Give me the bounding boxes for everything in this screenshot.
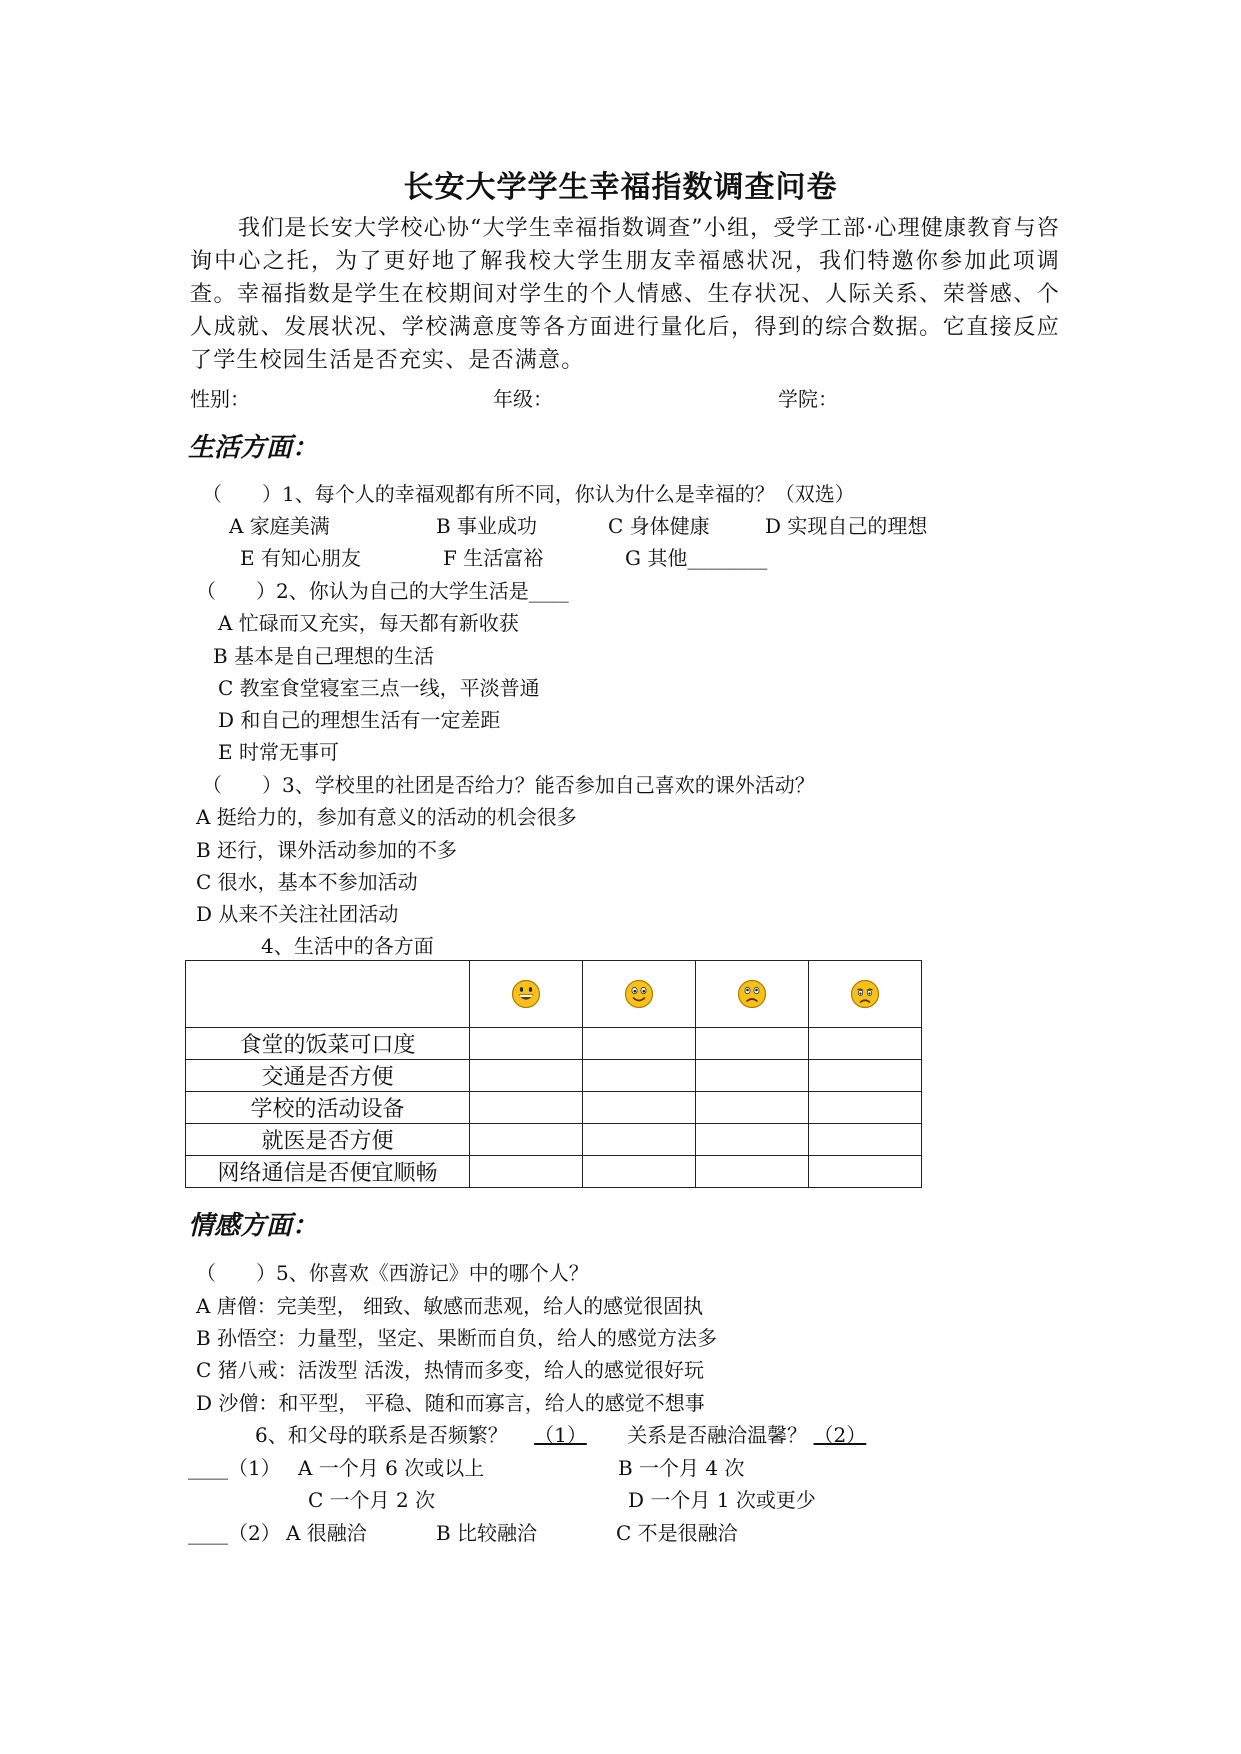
q6-part2-prefix: ____（2） xyxy=(188,1521,281,1545)
rating-cell[interactable] xyxy=(583,1124,696,1156)
intro-paragraph: 我们是长安大学校心协“大学生幸福指数调查”小组，受学工部·心理健康教育与咨询中心之托，为了更好地了解我校大学生朋友幸福感状况，我们特邀你参加此项调查。幸福指数是学生在校期间对学生的个人情感、生存状况、人际关系、荣誉感、个人成就、发展状况、学校满意度等各方面进行量化后，得到的综合数据。它直接反应了学生校园生活是否充实、是否满意。 xyxy=(190,216,1060,373)
q2-option-c: C 教室食堂寝室三点一线，平淡普通 xyxy=(218,676,540,700)
q6-blank-2[interactable]: （2） xyxy=(813,1423,867,1447)
rating-cell[interactable] xyxy=(470,1060,583,1092)
q1-option-c: C 身体健康 xyxy=(608,514,710,538)
q3-option-c: C 很水，基本不参加活动 xyxy=(196,870,418,894)
q2-option-b: B 基本是自己理想的生活 xyxy=(213,644,435,668)
row-label: 网络通信是否便宜顺畅 xyxy=(186,1156,470,1188)
row-label: 就医是否方便 xyxy=(186,1124,470,1156)
q6-relation-option-b: B 比较融洽 xyxy=(436,1521,538,1545)
rating-cell[interactable] xyxy=(583,1060,696,1092)
q3-option-b: B 还行，课外活动参加的不多 xyxy=(196,838,458,862)
q5-option-c: C 猪八戒：活泼型 活泼，热情而多变，给人的感觉很好玩 xyxy=(196,1358,705,1382)
page-title: 长安大学学生幸福指数调查问卷 xyxy=(403,170,838,205)
rating-cell[interactable] xyxy=(809,1092,922,1124)
row-label: 学校的活动设备 xyxy=(186,1092,470,1124)
row-label: 食堂的饭菜可口度 xyxy=(186,1028,470,1060)
rating-cell[interactable] xyxy=(696,1092,809,1124)
table-header-laughing xyxy=(470,961,583,1028)
rating-cell[interactable] xyxy=(470,1092,583,1124)
gender-field-label: 性别： xyxy=(190,387,250,411)
q1-option-f: F 生活富裕 xyxy=(443,546,544,570)
table-header-frowning xyxy=(696,961,809,1028)
q6-option-d: D 一个月 1 次或更少 xyxy=(628,1488,816,1512)
q2-option-e: E 时常无事可 xyxy=(218,740,339,764)
rating-cell[interactable] xyxy=(809,1124,922,1156)
rating-cell[interactable] xyxy=(470,1124,583,1156)
table-row xyxy=(186,1060,922,1092)
q1-option-g: G 其他________ xyxy=(625,546,768,570)
table-header-crying xyxy=(809,961,922,1028)
q1-option-a: A 家庭美满 xyxy=(229,514,330,538)
frowning-face-icon xyxy=(737,979,767,1009)
question-4: 4、生活中的各方面 xyxy=(261,934,434,958)
question-2: （ ）2、你认为自己的大学生活是____ xyxy=(196,579,569,603)
table-row xyxy=(186,1156,922,1188)
section-heading-life: 生活方面： xyxy=(188,433,319,463)
question-1: （ ）1、每个人的幸福观都有所不同，你认为什么是幸福的？（双选） xyxy=(202,482,855,506)
question-3: （ ）3、学校里的社团是否给力？能否参加自己喜欢的课外活动？ xyxy=(202,773,815,797)
table-row xyxy=(186,1092,922,1124)
q1-option-e: E 有知心朋友 xyxy=(240,546,361,570)
table-corner-cell xyxy=(186,961,470,1028)
rating-cell[interactable] xyxy=(696,1028,809,1060)
rating-cell[interactable] xyxy=(809,1060,922,1092)
q5-option-d: D 沙僧：和平型， 平稳、随和而寡言，给人的感觉不想事 xyxy=(196,1391,705,1415)
q1-option-d: D 实现自己的理想 xyxy=(765,514,928,538)
section-heading-emotion: 情感方面： xyxy=(188,1211,319,1241)
q5-option-b: B 孙悟空：力量型，坚定、果断而自负，给人的感觉方法多 xyxy=(196,1326,718,1350)
q3-option-a: A 挺给力的，参加有意义的活动的机会很多 xyxy=(196,805,577,829)
q6-option-c: C 一个月 2 次 xyxy=(308,1488,436,1512)
row-label: 交通是否方便 xyxy=(186,1060,470,1092)
q6-relation-option-a: A 很融洽 xyxy=(286,1521,367,1545)
q6-option-a: A 一个月 6 次或以上 xyxy=(298,1456,485,1480)
q3-option-d: D 从来不关注社团活动 xyxy=(196,902,399,926)
q6-relation-option-c: C 不是很融洽 xyxy=(616,1521,738,1545)
q5-option-a: A 唐僧：完美型， 细致、敏感而悲观，给人的感觉很固执 xyxy=(196,1294,704,1318)
crying-face-icon xyxy=(850,979,880,1009)
rating-cell[interactable] xyxy=(696,1156,809,1188)
laughing-face-icon xyxy=(511,979,541,1009)
q1-option-b: B 事业成功 xyxy=(436,514,538,538)
college-field-label: 学院： xyxy=(778,387,838,411)
rating-cell[interactable] xyxy=(470,1156,583,1188)
rating-cell[interactable] xyxy=(583,1028,696,1060)
q6-frequency-question: 6、和父母的联系是否频繁？ xyxy=(255,1423,508,1447)
table-header-smiling xyxy=(583,961,696,1028)
q2-option-a: A 忙碌而又充实，每天都有新收获 xyxy=(218,611,519,635)
satisfaction-table xyxy=(185,960,922,1188)
question-5: （ ）5、你喜欢《西游记》中的哪个人？ xyxy=(196,1261,589,1285)
rating-cell[interactable] xyxy=(470,1028,583,1060)
q6-blank-1[interactable]: （1） xyxy=(534,1423,587,1447)
grade-field-label: 年级： xyxy=(493,387,553,411)
rating-cell[interactable] xyxy=(583,1092,696,1124)
q2-option-d: D 和自己的理想生活有一定差距 xyxy=(218,708,501,732)
q6-relationship-question: 关系是否融洽温馨？ xyxy=(627,1423,808,1447)
rating-cell[interactable] xyxy=(809,1028,922,1060)
table-row xyxy=(186,1028,922,1060)
rating-cell[interactable] xyxy=(696,1060,809,1092)
rating-cell[interactable] xyxy=(583,1156,696,1188)
q6-option-b: B 一个月 4 次 xyxy=(618,1456,745,1480)
q6-part1-prefix: ____（1） xyxy=(188,1456,281,1480)
rating-cell[interactable] xyxy=(809,1156,922,1188)
table-row xyxy=(186,1124,922,1156)
question-6 xyxy=(255,1419,866,1448)
rating-cell[interactable] xyxy=(696,1124,809,1156)
smiling-face-icon xyxy=(624,979,654,1009)
